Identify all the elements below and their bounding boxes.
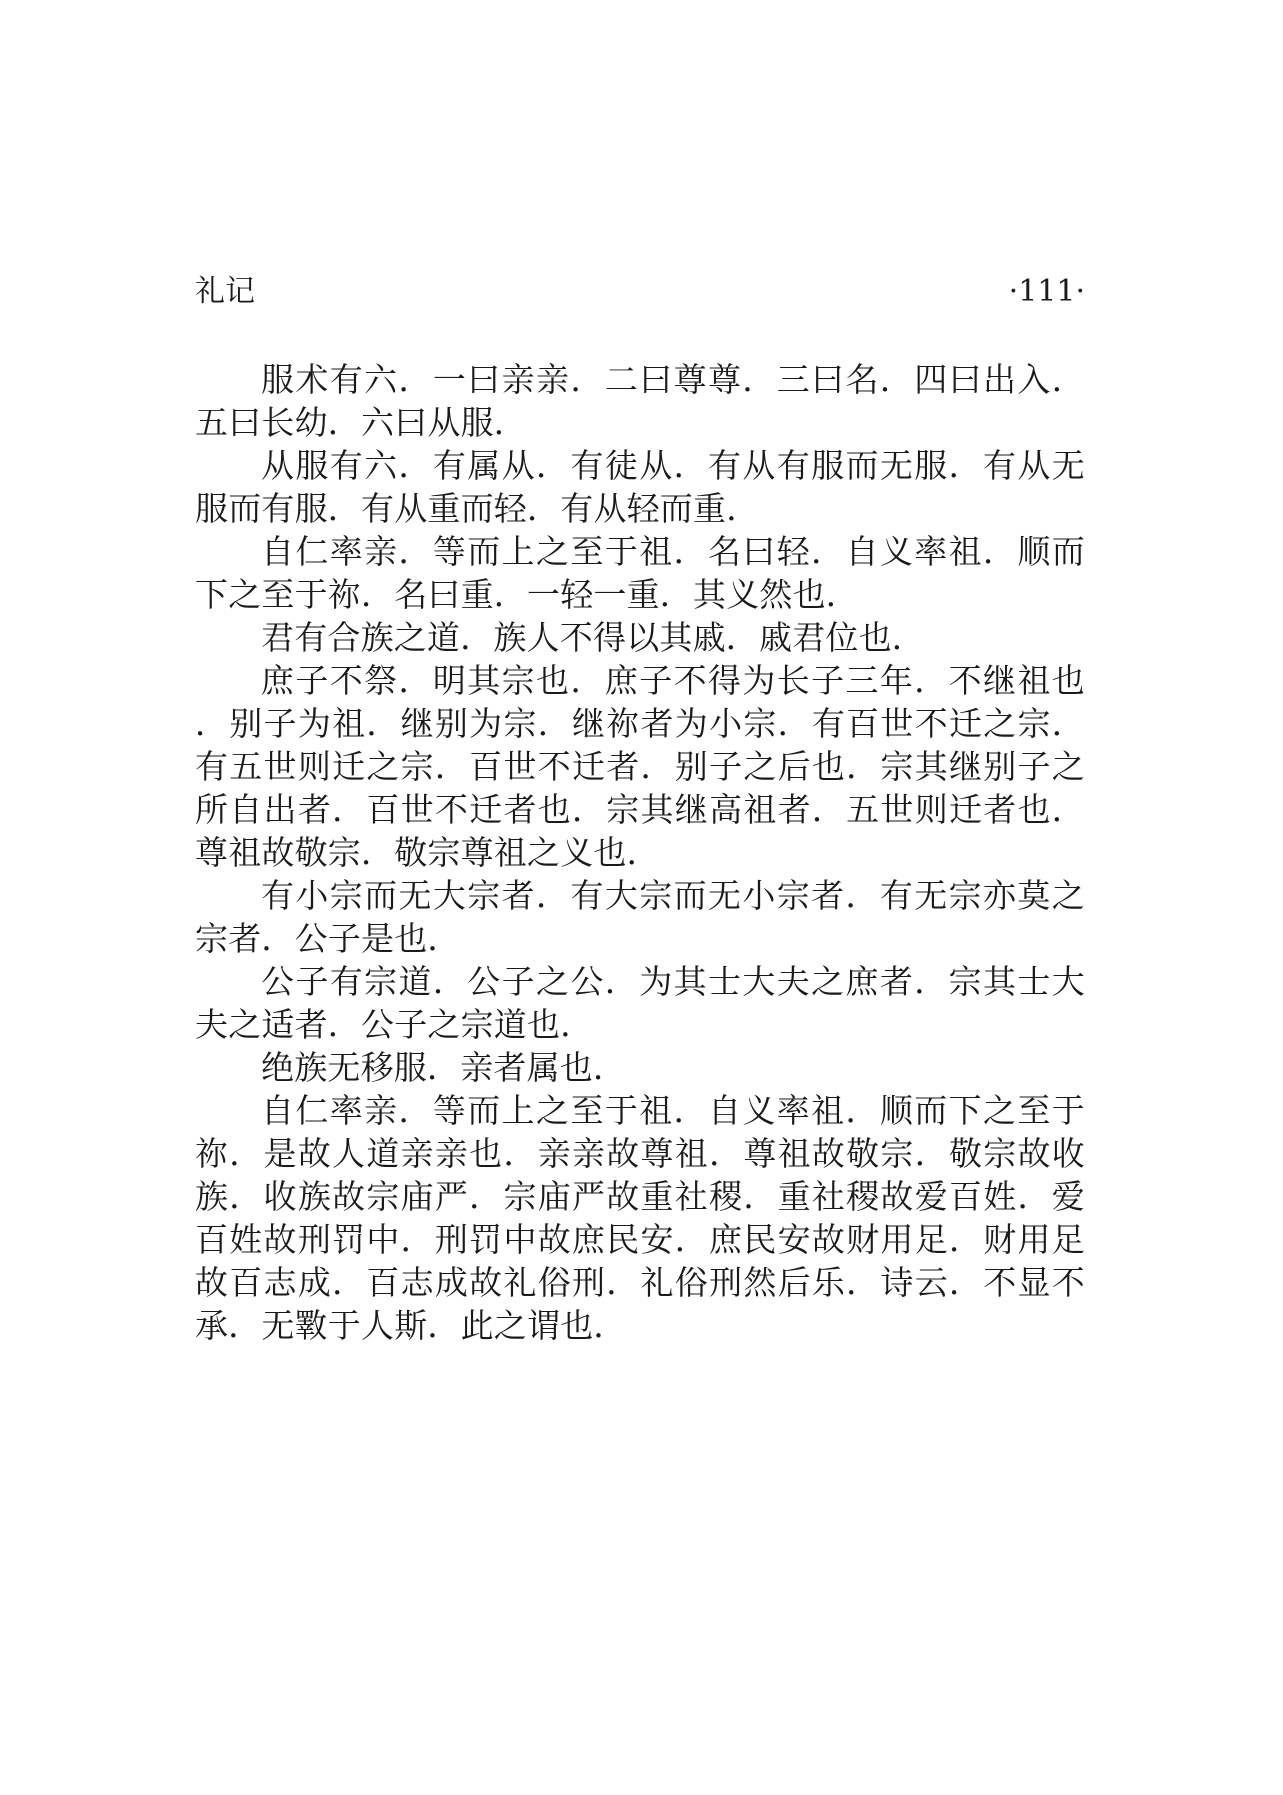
body-text xyxy=(195,358,1085,1347)
paragraph: 庶子不祭．明其宗也．庶子不得为长子三年．不继祖也．别子为祖．继别为宗．继祢者为小宗．有百世不迁之宗．有五世则迁之宗．百世不迁者．别子之后也．宗其继别子之所自出者．百世不迁者也．宗其继高祖者．五世则迁者也．尊祖故敬宗．敬宗尊祖之义也． xyxy=(195,661,1085,872)
paragraph: 从服有六．有属从．有徒从．有从有服而无服．有从无服而有服．有从重而轻．有从轻而重． xyxy=(195,446,1085,528)
paragraph: 绝族无移服．亲者属也． xyxy=(261,1048,627,1087)
paragraph: 自仁率亲．等而上之至于祖．自义率祖．顺而下之至于祢．是故人道亲亲也．亲亲故尊祖．尊祖故敬宗．敬宗故收族．收族故宗庙严．宗庙严故重社稷．重社稷故爱百姓．爱百姓故刑罚中．刑罚中故庶民安．庶民安故财用足．财用足故百志成．百志成故礼俗刑．礼俗刑然后乐．诗云．不显不承．无斁于人斯．此之谓也． xyxy=(195,1091,1085,1345)
paragraph: 公子有宗道．公子之公．为其士大夫之庶者．宗其士大夫之适者．公子之宗道也． xyxy=(195,962,1085,1044)
paragraph: 服术有六．一曰亲亲．二曰尊尊．三曰名．四曰出入．五曰长幼．六曰从服． xyxy=(195,360,1085,442)
paragraph: 自仁率亲．等而上之至于祖．名曰轻．自义率祖．顺而下之至于祢．名曰重．一轻一重．其义然也． xyxy=(195,532,1085,614)
book-title: 礼记 xyxy=(195,274,255,309)
running-header xyxy=(195,272,1085,312)
page-number: ·111· xyxy=(1008,274,1085,309)
paragraph: 有小宗而无大宗者．有大宗而无小宗者．有无宗亦莫之宗者．公子是也． xyxy=(195,876,1085,958)
paragraph: 君有合族之道．族人不得以其戚．戚君位也． xyxy=(261,618,925,657)
